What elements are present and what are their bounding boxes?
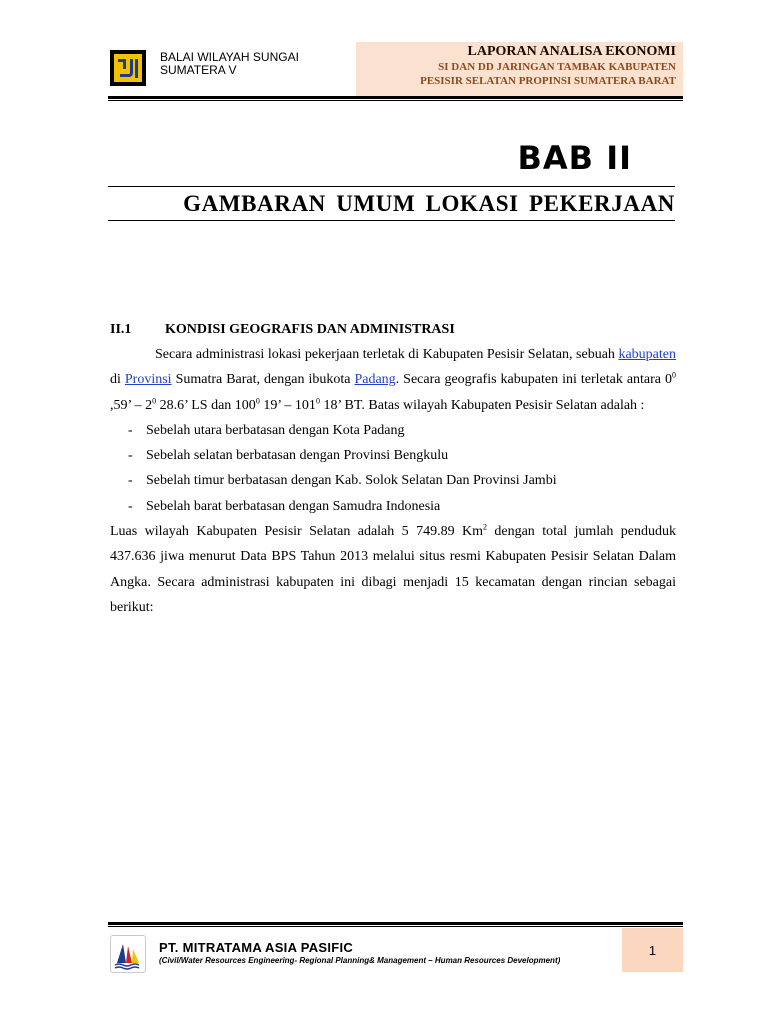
link-kabupaten[interactable]: kabupaten xyxy=(618,347,676,362)
section-body xyxy=(110,342,676,620)
paragraph-text: ,59’ – 2 xyxy=(110,397,153,413)
chapter-rule-top xyxy=(108,186,675,187)
boundary-list xyxy=(110,418,676,519)
degree-superscript: 0 xyxy=(152,395,157,405)
list-dash: - xyxy=(128,498,133,514)
header-divider-thin xyxy=(108,100,683,101)
list-item-text: Sebelah utara berbatasan dengan Kota Padang xyxy=(146,422,405,438)
report-title: LAPORAN ANALISA EKONOMI xyxy=(467,44,676,59)
section-title: KONDISI GEOGRAFIS DAN ADMINISTRASI xyxy=(165,322,455,337)
chapter-title: GAMBARAN UMUM LOKASI PEKERJAAN xyxy=(183,191,675,216)
list-item-text: Sebelah timur berbatasan dengan Kab. Solok Selatan Dan Provinsi Jambi xyxy=(146,473,557,489)
paragraph-text: Secara administrasi lokasi pekerjaan terletak di Kabupaten Pesisir Selatan, sebuah xyxy=(155,347,619,362)
header-divider-thick xyxy=(108,96,683,99)
chapter-label: BAB II xyxy=(517,139,632,177)
list-item-text: Sebelah selatan berbatasan dengan Provinsi Bengkulu xyxy=(146,448,449,464)
company-logo-icon xyxy=(110,935,146,973)
paragraph-text: Luas wilayah Kabupaten Pesisir Selatan adalah 5 749.89 Km xyxy=(110,524,483,540)
paragraph-text: di xyxy=(110,372,125,388)
paragraph-text: dengan total jumlah penduduk 437.636 jiwa menurut Data BPS Tahun 2013 melalui situs resmi Kabupaten Pesisir Selatan Dalam Angka. Secara administrasi kabupaten ini dibagi menjadi 15 kecamatan dengan rincian sebagai berikut: xyxy=(110,524,676,615)
list-dash: - xyxy=(128,422,133,438)
squared-superscript: 2 xyxy=(482,522,487,532)
footer-divider-thick xyxy=(108,922,683,925)
company-tagline: (Civil/Water Resources Engineering- Regional Planning& Management – Human Resources Development) xyxy=(159,956,561,965)
chapter-rule-bottom xyxy=(108,220,675,221)
list-item xyxy=(110,443,676,468)
list-dash: - xyxy=(128,473,133,489)
organization-line-2: SUMATERA V xyxy=(160,63,237,77)
report-subtitle-1: SI DAN DD JARINGAN TAMBAK KABUPATEN xyxy=(438,61,676,73)
degree-superscript: 0 xyxy=(255,395,260,405)
company-name: PT. MITRATAMA ASIA PASIFIC xyxy=(159,940,354,955)
organization-line-1: BALAI WILAYAH SUNGAI xyxy=(160,50,299,64)
section-heading xyxy=(110,321,455,339)
list-item xyxy=(110,468,676,493)
pu-logo-icon xyxy=(110,50,146,86)
report-subtitle-2: PESISIR SELATAN PROPINSI SUMATERA BARAT xyxy=(420,75,676,87)
list-item xyxy=(110,418,676,443)
degree-superscript: 0 xyxy=(315,395,320,405)
degree-superscript: 0 xyxy=(672,370,676,380)
link-provinsi[interactable]: Provinsi xyxy=(124,372,172,388)
paragraph-text: Sumatra Barat, dengan ibukota xyxy=(171,372,355,388)
paragraph-text: . Secara geografis kabupaten ini terletak antara 0 xyxy=(395,372,672,388)
report-title-box xyxy=(356,42,683,96)
page-number: 1 xyxy=(622,928,683,972)
list-item xyxy=(110,494,676,519)
paragraph-area xyxy=(110,519,676,620)
paragraph-text: 18’ BT. Batas wilayah Kabupaten Pesisir Selatan adalah : xyxy=(319,397,645,413)
page-header xyxy=(108,42,683,96)
list-dash: - xyxy=(128,448,133,464)
paragraph-text: 19’ – 101 xyxy=(259,397,316,413)
footer-divider-thin xyxy=(108,926,683,927)
section-number: II.1 xyxy=(110,322,132,337)
link-padang[interactable]: Padang xyxy=(354,372,396,388)
list-item-text: Sebelah barat berbatasan dengan Samudra Indonesia xyxy=(146,498,441,514)
organization-name xyxy=(160,51,340,77)
paragraph-geography xyxy=(110,342,676,418)
paragraph-text: 28.6’ LS dan 100 xyxy=(156,397,256,413)
